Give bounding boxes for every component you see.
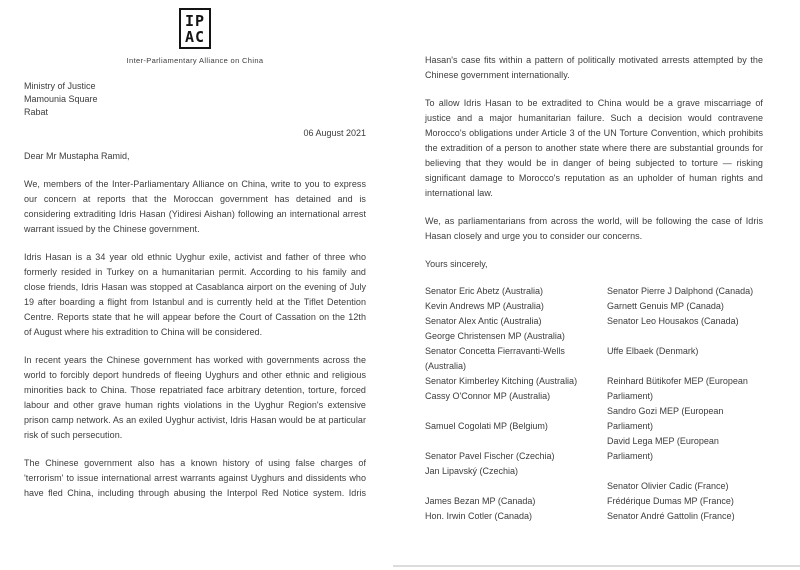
ipac-logo-top-letters: IP <box>184 12 206 30</box>
recipient-address <box>24 80 366 119</box>
signatory-line: Sandro Gozi MEP (European <box>607 406 724 416</box>
letterhead <box>24 0 366 65</box>
sign-off: Yours sincerely, <box>425 259 488 269</box>
signatory-line: Garnett Genuis MP (Canada) <box>607 301 724 311</box>
signatory-line: Senator André Gattolin (France) <box>607 511 735 521</box>
signatory-line: George Christensen MP (Australia) <box>425 331 565 341</box>
body-paragraph: The Chinese government also has a known history of using false charges of 'terrorism' to issue international arrest warrants against Uyghurs and dissidents who have fled China, including through abusing the Interpol Red Notice system. Idris <box>24 458 366 498</box>
address-line: Mamounia Square <box>24 94 98 104</box>
signatory-line: Senator Olivier Cadic (France) <box>607 481 729 491</box>
body-paragraph: Hasan's case fits within a pattern of politically motivated arrests attempted by the Chinese government internationally. <box>425 55 763 80</box>
signatory-line: Jan Lipavský (Czechia) <box>425 466 519 476</box>
signatory-line <box>607 464 763 479</box>
letter-page-1 <box>24 0 366 501</box>
body-paragraph: We, members of the Inter-Parliamentary Alliance on China, write to you to express our concern at reports that the Moroccan government has detained and is considering extraditing Idris Hasan (Yidiresi Aishan) following an international arrest warrant issued by the Chinese government. <box>24 179 366 234</box>
signatory-line: Reinhard Bütikofer MEP (European <box>607 376 748 386</box>
body-paragraph: Idris Hasan is a 34 year old ethnic Uyghur exile, activist and father of three who formerly resided in Turkey on a humanitarian permit. According to his family and close friends, Idris Hasan was stopped at Casablanca airport on the evening of July 19 after boarding a flight from Istanbul and is currently held at the Tiflet Detention Centre. Reports state that he will appear before the Court of Cassation on the 12th of August where his extradition to China will be considered. <box>24 252 366 337</box>
signatory-line: (Australia) <box>425 361 467 371</box>
signatory-line <box>607 329 763 344</box>
signatory-line: Parliament) <box>607 391 654 401</box>
page2-top-margin <box>425 0 763 40</box>
address-line: Ministry of Justice <box>24 81 96 91</box>
page-bottom-edge-line <box>393 565 800 567</box>
signatory-line: Senator Pavel Fischer (Czechia) <box>425 451 555 461</box>
signatory-line: Hon. Irwin Cotler (Canada) <box>425 511 533 521</box>
signatories-column-1 <box>425 284 607 524</box>
signatories <box>425 284 763 524</box>
letter-page-2 <box>425 0 763 524</box>
signatory-line: Senator Concetta Fierravanti-Wells <box>425 346 565 356</box>
letter-date: 06 August 2021 <box>303 128 366 138</box>
signatories-column-2 <box>607 284 763 524</box>
organization-name: Inter-Parliamentary Alliance on China <box>126 56 264 65</box>
signatory-line <box>607 359 763 374</box>
salutation: Dear Mr Mustapha Ramid, <box>24 151 130 161</box>
signatory-line: Kevin Andrews MP (Australia) <box>425 301 544 311</box>
signatory-line: Senator Kimberley Kitching (Australia) <box>425 376 578 386</box>
body-paragraph: We, as parliamentarians from across the world, will be following the case of Idris Hasan closely and urge you to consider our concerns. <box>425 216 763 241</box>
signatory-line: Cassy O'Connor MP (Australia) <box>425 391 551 401</box>
signatory-line <box>425 404 607 419</box>
body-paragraph: In recent years the Chinese government has worked with governments across the world to forcibly deport hundreds of fleeing Uyghurs and other ethnic and religious minorities back to China. Those repatriated face arbitrary detention, torture, forced labour and other grave human rights violations in the Uyghur Region's extensive prison camp network. As an exiled Uyghur activist, Idris Hasan would be at particular risk of such persecution. <box>24 355 366 440</box>
body-paragraph: To allow Idris Hasan to be extradited to China would be a grave miscarriage of justice and a major humanitarian failure. Such a decision would contravene Morocco's obligations under Article 3 of the UN Torture Convention, which prohibits the extradition of a person to another state where there are substantial grounds for believing that they would be in danger of being subjected to torture — risking significant damage to Morocco's reputation as an upholder of human rights and international law. <box>425 98 763 198</box>
signatory-line: Parliament) <box>607 421 654 431</box>
signatory-line <box>425 434 607 449</box>
signatory-line: Senator Alex Antic (Australia) <box>425 316 542 326</box>
ipac-logo-bottom-letters: AC <box>184 28 206 46</box>
signatory-line <box>425 479 607 494</box>
signatory-line: Uffe Elbaek (Denmark) <box>607 346 699 356</box>
signatory-line: Parliament) <box>607 451 654 461</box>
signatory-line: James Bezan MP (Canada) <box>425 496 536 506</box>
signatory-line: David Lega MEP (European <box>607 436 719 446</box>
signatory-line: Senator Pierre J Dalphond (Canada) <box>607 286 754 296</box>
signatory-line: Senator Eric Abetz (Australia) <box>425 286 544 296</box>
address-line: Rabat <box>24 107 49 117</box>
signatory-line: Senator Leo Housakos (Canada) <box>607 316 739 326</box>
signatory-line: Samuel Cogolati MP (Belgium) <box>425 421 548 431</box>
signatory-line: Frédérique Dumas MP (France) <box>607 496 734 506</box>
ipac-logo <box>179 8 211 49</box>
